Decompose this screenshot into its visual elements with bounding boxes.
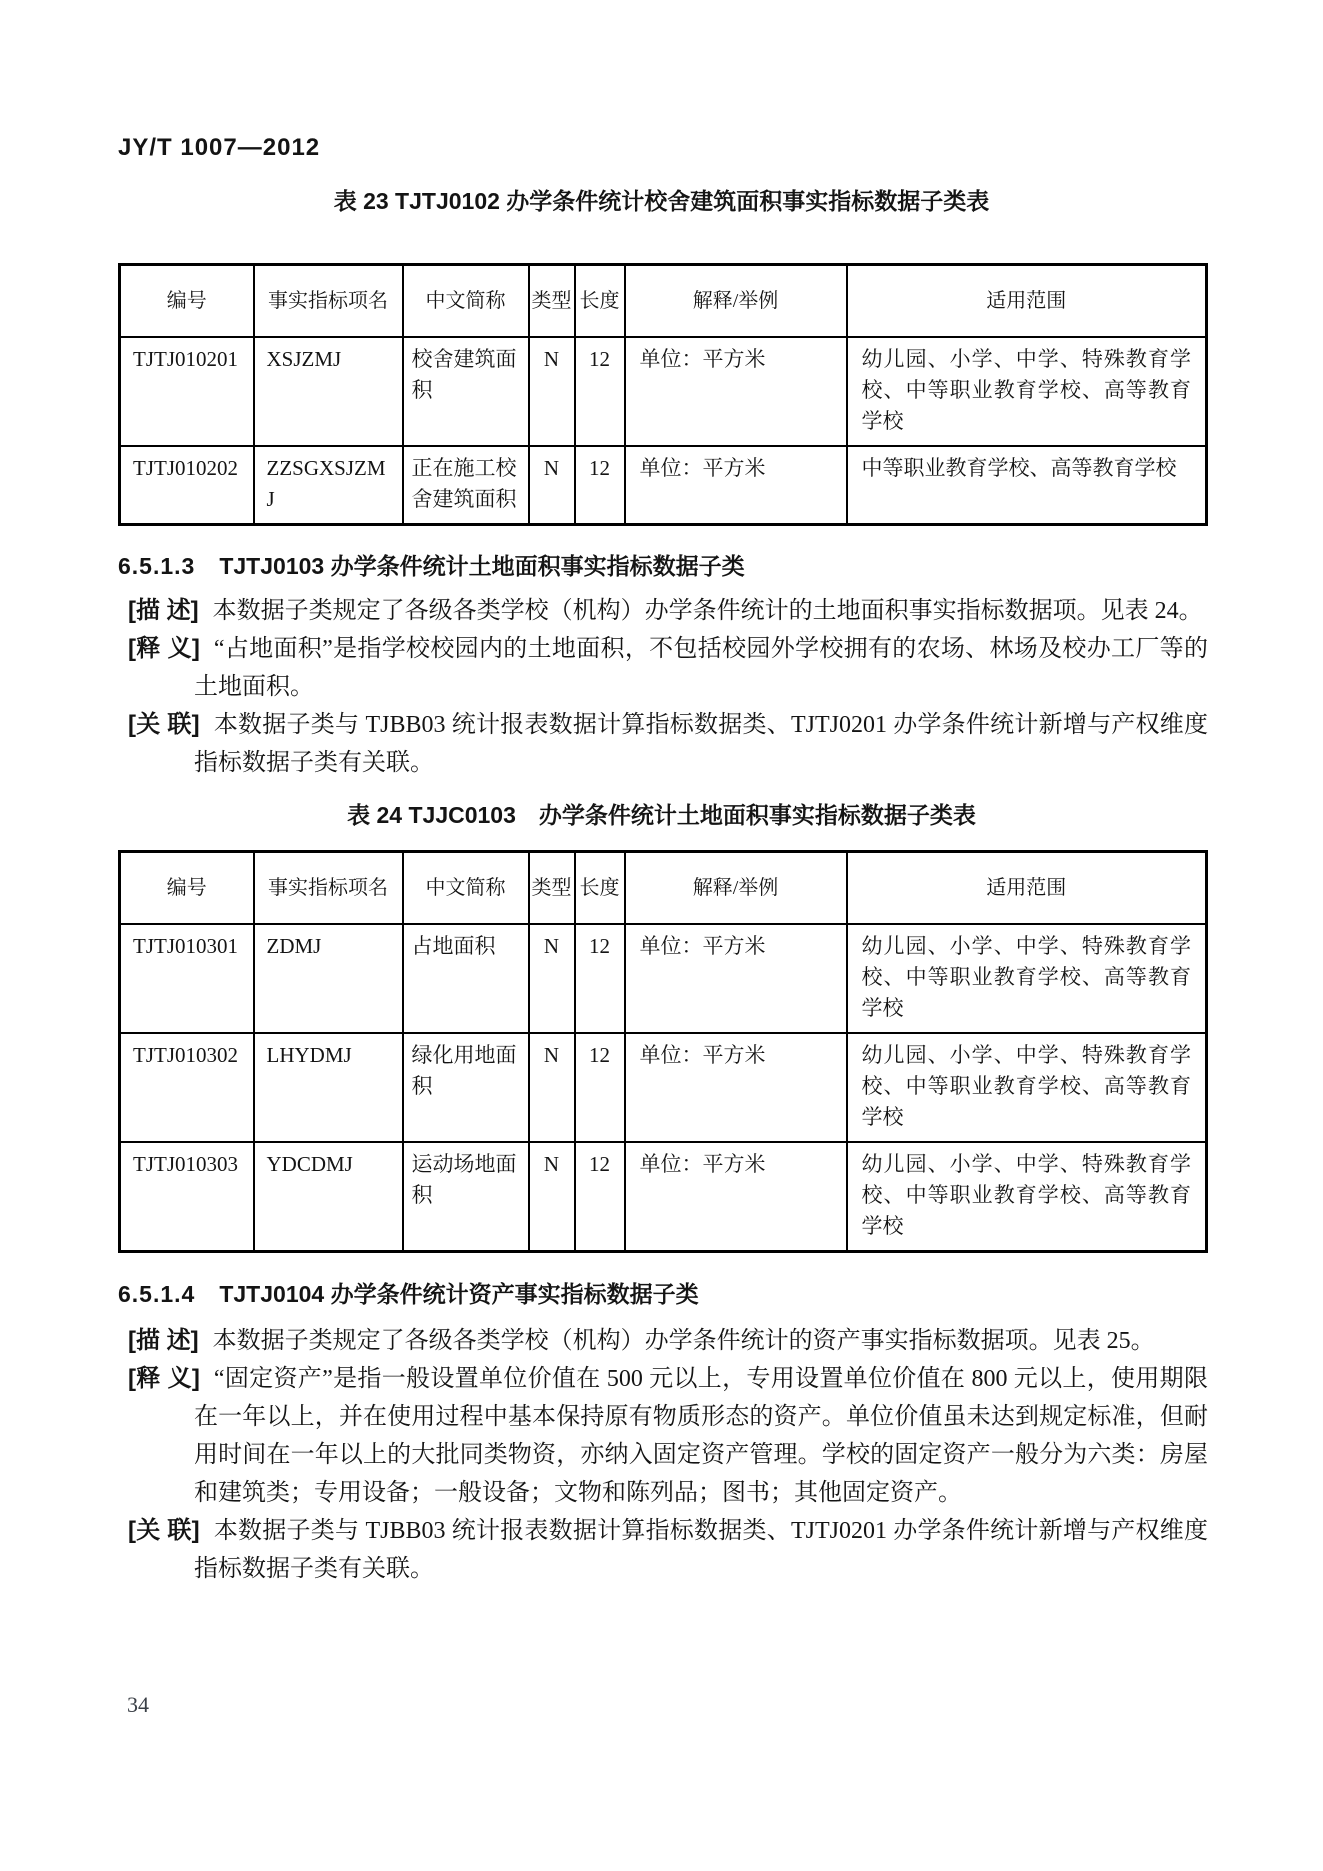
col-header-type: 类型 <box>529 265 575 338</box>
cell-cn-abbr: 绿化用地面积 <box>403 1033 529 1142</box>
table24 <box>118 850 1208 1253</box>
cell-indicator-name: XSJZMJ <box>254 337 403 446</box>
col-header-code: 编号 <box>120 265 254 338</box>
cell-type: N <box>529 446 575 525</box>
cell-explanation: 单位：平方米 <box>625 1033 847 1142</box>
table23 <box>118 263 1208 526</box>
cell-type: N <box>529 1142 575 1252</box>
table23-header-row <box>120 265 1207 338</box>
paragraph-text: 本数据子类与 TJBB03 统计报表数据计算指标数据类、TJTJ0201 办学条件统计新增与产权维度指标数据子类有关联。 <box>194 712 1209 776</box>
paragraph-definition <box>128 1360 1208 1512</box>
cell-length: 12 <box>575 446 625 525</box>
paragraph-text: “固定资产”是指一般设置单位价值在 500 元以上，专用设置单位价值在 800 元以上，使用期限在一年以上，并在使用过程中基本保持原有物质形态的资产。单位价值虽未达到规定标准，但耐用时间在一年以上的大批同类物资，亦纳入固定资产管理。学校的固定资产一般分为六类：房屋和建筑类；专用设备；一般设备；文物和陈列品；图书；其他固定资产。 <box>194 1366 1208 1506</box>
section-number: 6.5.1.4 <box>118 1281 196 1307</box>
cell-scope: 幼儿园、小学、中学、特殊教育学校、中等职业教育学校、高等教育学校 <box>847 1033 1207 1142</box>
cell-indicator-name: ZZSGXSJZMJ <box>254 446 403 525</box>
col-header-cn-abbr: 中文简称 <box>403 265 529 338</box>
col-header-indicator-name: 事实指标项名 <box>254 852 403 925</box>
cell-length: 12 <box>575 1142 625 1252</box>
cell-code: TJTJ010201 <box>120 337 254 446</box>
cell-code: TJTJ010301 <box>120 924 254 1033</box>
cell-explanation: 单位：平方米 <box>625 446 847 525</box>
cell-code: TJTJ010202 <box>120 446 254 525</box>
table-row <box>120 1033 1207 1142</box>
paragraph-label: [描 述] <box>128 1327 199 1354</box>
paragraph-label: [关 联] <box>128 711 200 738</box>
col-header-length: 长度 <box>575 852 625 925</box>
paragraph-text: 本数据子类规定了各级各类学校（机构）办学条件统计的土地面积事实指标数据项。见表 24。 <box>212 598 1203 624</box>
paragraph-label: [描 述] <box>128 597 199 624</box>
cell-explanation: 单位：平方米 <box>625 1142 847 1252</box>
col-header-indicator-name: 事实指标项名 <box>254 265 403 338</box>
cell-explanation: 单位：平方米 <box>625 337 847 446</box>
cell-type: N <box>529 924 575 1033</box>
paragraph-description <box>128 1322 1208 1360</box>
paragraph-text: 本数据子类与 TJBB03 统计报表数据计算指标数据类、TJTJ0201 办学条件统计新增与产权维度指标数据子类有关联。 <box>194 1518 1209 1582</box>
cell-explanation: 单位：平方米 <box>625 924 847 1033</box>
table24-title: 表 24 TJJC0103 办学条件统计土地面积事实指标数据子类表 <box>347 802 976 828</box>
col-header-cn-abbr: 中文简称 <box>403 852 529 925</box>
paragraph-text: “占地面积”是指学校校园内的土地面积，不包括校园外学校拥有的农场、林场及校办工厂等的土地面积。 <box>194 636 1208 700</box>
paragraph-label: [释 义] <box>128 635 200 662</box>
cell-type: N <box>529 337 575 446</box>
cell-cn-abbr: 正在施工校舍建筑面积 <box>403 446 529 525</box>
paragraph-text: 本数据子类规定了各级各类学校（机构）办学条件统计的资产事实指标数据项。见表 25。 <box>212 1328 1155 1354</box>
cell-indicator-name: LHYDMJ <box>254 1033 403 1142</box>
cell-scope: 幼儿园、小学、中学、特殊教育学校、中等职业教育学校、高等教育学校 <box>847 337 1207 446</box>
table-row <box>120 924 1207 1033</box>
section-6513-body <box>128 592 1208 782</box>
col-header-explanation: 解释/举例 <box>625 852 847 925</box>
cell-scope: 幼儿园、小学、中学、特殊教育学校、中等职业教育学校、高等教育学校 <box>847 924 1207 1033</box>
paragraph-label: [关 联] <box>128 1517 200 1544</box>
table-row <box>120 337 1207 446</box>
col-header-code: 编号 <box>120 852 254 925</box>
page-number: 34 <box>127 1692 149 1717</box>
cell-length: 12 <box>575 1033 625 1142</box>
table24-header-row <box>120 852 1207 925</box>
section-heading-6514 <box>118 1276 699 1309</box>
table-row <box>120 446 1207 525</box>
col-header-length: 长度 <box>575 265 625 338</box>
paragraph-relation <box>128 706 1208 782</box>
cell-cn-abbr: 校舍建筑面积 <box>403 337 529 446</box>
section-number: 6.5.1.3 <box>118 553 196 579</box>
cell-code: TJTJ010303 <box>120 1142 254 1252</box>
standard-code: JY/T 1007—2012 <box>118 134 321 161</box>
col-header-scope: 适用范围 <box>847 265 1207 338</box>
cell-scope: 中等职业教育学校、高等教育学校 <box>847 446 1207 525</box>
paragraph-definition <box>128 630 1208 706</box>
section-title: TJTJ0103 办学条件统计土地面积事实指标数据子类 <box>219 553 745 579</box>
col-header-type: 类型 <box>529 852 575 925</box>
cell-code: TJTJ010302 <box>120 1033 254 1142</box>
section-title: TJTJ0104 办学条件统计资产事实指标数据子类 <box>219 1281 699 1307</box>
cell-length: 12 <box>575 924 625 1033</box>
col-header-scope: 适用范围 <box>847 852 1207 925</box>
table-row <box>120 1142 1207 1252</box>
table23-title: 表 23 TJTJ0102 办学条件统计校舍建筑面积事实指标数据子类表 <box>333 188 990 214</box>
cell-cn-abbr: 占地面积 <box>403 924 529 1033</box>
paragraph-description <box>128 592 1208 630</box>
section-6514-body <box>128 1322 1208 1588</box>
section-heading-6513 <box>118 548 745 581</box>
cell-type: N <box>529 1033 575 1142</box>
cell-scope: 幼儿园、小学、中学、特殊教育学校、中等职业教育学校、高等教育学校 <box>847 1142 1207 1252</box>
cell-indicator-name: ZDMJ <box>254 924 403 1033</box>
cell-indicator-name: YDCDMJ <box>254 1142 403 1252</box>
paragraph-label: [释 义] <box>128 1365 200 1392</box>
paragraph-relation <box>128 1512 1208 1588</box>
cell-length: 12 <box>575 337 625 446</box>
col-header-explanation: 解释/举例 <box>625 265 847 338</box>
cell-cn-abbr: 运动场地面积 <box>403 1142 529 1252</box>
